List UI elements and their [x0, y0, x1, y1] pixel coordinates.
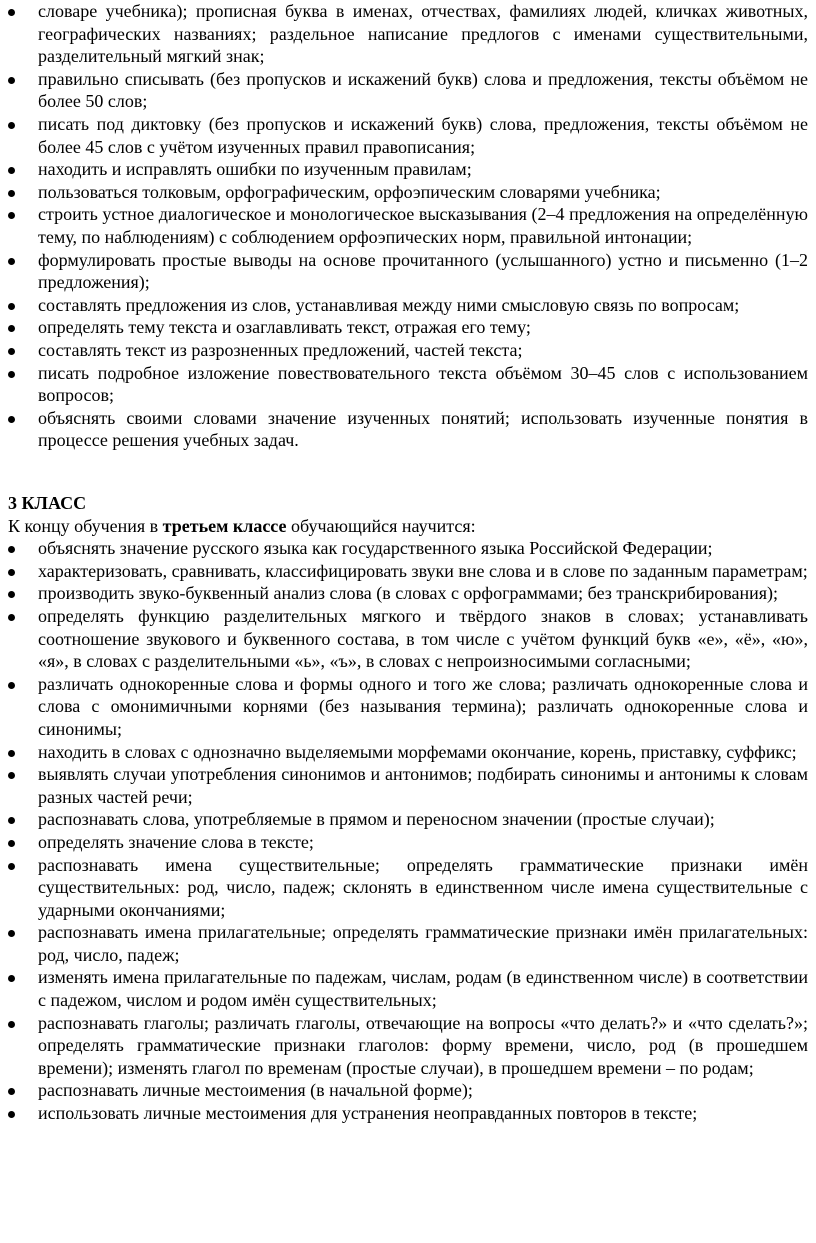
- list-item: [0, 249, 816, 294]
- list-item: [0, 537, 816, 560]
- list-item: [0, 0, 816, 68]
- list-item: [0, 560, 816, 583]
- bullet-icon: [8, 546, 15, 553]
- list-item: [0, 362, 816, 407]
- list-item: [0, 203, 816, 248]
- bullet-icon: [8, 772, 15, 779]
- list-item-text: формулировать простые выводы на основе прочитанного (услышанного) устно и письменно (1–2 предложения);: [38, 249, 808, 293]
- list-item: [0, 407, 816, 452]
- list-item-text: строить устное диалогическое и монологическое высказывания (2–4 предложения на определённую тему, по наблюдениям) с соблюдением орфоэпических норм, правильной интонации;: [38, 204, 808, 247]
- list-item-text: составлять текст из разрозненных предложений, частей текста;: [38, 339, 523, 360]
- list-item-text: использовать личные местоимения для устранения неоправданных повторов в тексте;: [38, 1103, 698, 1124]
- list-item-text: характеризовать, сравнивать, классифицировать звуки вне слова и в слове по заданным параметрам;: [38, 560, 808, 581]
- list-item: [0, 808, 816, 831]
- list-item: [0, 966, 816, 1011]
- bullet-icon: [8, 591, 15, 598]
- list-item: [0, 294, 816, 317]
- list-item-text: распознавать глаголы; различать глаголы, отвечающие на вопросы «что делать?» и «что сделать?»; определять грамматические признаки глаголов: форму времени, число, род (в прошедшем времени); изменять глагол по временам (простые случаи), в прошедшем времени – по родам;: [38, 1012, 808, 1078]
- grade3-section: [0, 492, 816, 1125]
- list-item-text: находить и исправлять ошибки по изученным правилам;: [38, 159, 472, 180]
- list-item-text: распознавать личные местоимения (в начальной форме);: [38, 1080, 473, 1101]
- list-item: [0, 1012, 816, 1080]
- list-item-text: изменять имена прилагательные по падежам, числам, родам (в единственном числе) в соответствии с падежом, числом и родом имён существительных;: [38, 967, 808, 1011]
- bullet-icon: [8, 190, 15, 197]
- list-item-text: определять значение слова в тексте;: [38, 831, 314, 852]
- bullet-icon: [8, 167, 15, 174]
- bullet-icon: [8, 77, 15, 84]
- list-item: [0, 854, 816, 922]
- list-item: [0, 339, 816, 362]
- list-item: [0, 831, 816, 854]
- list-item-text: выявлять случаи употребления синонимов и антонимов; подбирать синонимы и антонимы к словам разных частей речи;: [38, 764, 808, 807]
- list-item: [0, 68, 816, 113]
- list-item: [0, 582, 816, 605]
- list-item: [0, 741, 816, 764]
- list-item: [0, 1079, 816, 1102]
- list-item: [0, 113, 816, 158]
- list-item-text: различать однокоренные слова и формы одного и того же слова; различать однокоренные слова и слова с омонимичными корнями (без называния термина); различать однокоренные слова и синонимы;: [38, 673, 808, 739]
- bullet-icon: [8, 325, 15, 332]
- bullet-icon: [8, 817, 15, 824]
- list-item-text: писать под диктовку (без пропусков и искажений букв) слова, предложения, тексты объёмом не более 45 слов с учётом изученных правил правописания;: [38, 113, 808, 157]
- list-item-text: распознавать имена прилагательные; определять грамматические признаки имён прилагательных: род, число, падеж;: [38, 922, 808, 965]
- list-item-text: производить звуко-буквенный анализ слова (в словах с орфограммами; без транскрибирования);: [38, 583, 779, 604]
- bullet-icon: [8, 840, 15, 847]
- list-item-text: объяснять значение русского языка как государственного языка Российской Федерации;: [38, 538, 713, 559]
- list-item-text: распознавать слова, употребляемые в прямом и переносном значении (простые случаи);: [38, 809, 715, 830]
- list-item-text: писать подробное изложение повествовательного текста объёмом 30–45 слов с использованием вопросов;: [38, 362, 808, 406]
- list-item-text: находить в словах с однозначно выделяемыми морфемами окончание, корень, приставку, суффикс;: [38, 741, 797, 762]
- list-item-text: правильно списывать (без пропусков и искажений букв) слова и предложения, тексты объёмом не более 50 слов;: [38, 68, 808, 112]
- bullet-icon: [8, 569, 15, 576]
- bullet-icon: [8, 1088, 15, 1095]
- bullet-icon: [8, 303, 15, 310]
- intro-text-start: К концу обучения в: [8, 515, 163, 536]
- list-item: [0, 1102, 816, 1125]
- intro-text-end: обучающийся научится:: [286, 515, 476, 536]
- bullet-icon: [8, 614, 15, 621]
- bullet-icon: [8, 1111, 15, 1118]
- bullet-icon: [8, 930, 15, 937]
- bullet-icon: [8, 258, 15, 265]
- bullet-icon: [8, 348, 15, 355]
- list-item: [0, 316, 816, 339]
- list-item: [0, 181, 816, 204]
- section-intro: [0, 515, 816, 538]
- list-item: [0, 605, 816, 673]
- bullet-icon: [8, 416, 15, 423]
- bullet-icon: [8, 122, 15, 129]
- list-item-text: объяснять своими словами значение изученных понятий; использовать изученные понятия в процессе решения учебных задач.: [38, 407, 808, 451]
- bullet-icon: [8, 682, 15, 689]
- skills-list-grade2: [0, 0, 816, 452]
- list-item: [0, 158, 816, 181]
- bullet-icon: [8, 1021, 15, 1028]
- bullet-icon: [8, 863, 15, 870]
- list-item-text: составлять предложения из слов, устанавливая между ними смысловую связь по вопросам;: [38, 294, 740, 315]
- list-item-text: распознавать имена существительные; определять грамматические признаки имён существительных: род, число, падеж; склонять в единственном числе имена существительные с ударными окончаниями;: [38, 854, 808, 920]
- skills-list-grade3: [0, 537, 816, 1124]
- bullet-icon: [8, 212, 15, 219]
- list-item-text: словаре учебника); прописная буква в именах, отчествах, фамилиях людей, кличках животных, географических названиях; раздельное написание предлогов с именами существительными, разделительный мягкий знак;: [38, 1, 808, 67]
- intro-text-bold: третьем классе: [162, 515, 287, 536]
- list-item: [0, 921, 816, 966]
- list-item-text: пользоваться толковым, орфографическим, орфоэпическим словарями учебника;: [38, 181, 661, 202]
- list-item: [0, 763, 816, 808]
- bullet-icon: [8, 750, 15, 757]
- bullet-icon: [8, 975, 15, 982]
- bullet-icon: [8, 9, 15, 16]
- list-item-text: определять тему текста и озаглавливать текст, отражая его тему;: [38, 317, 531, 338]
- bullet-icon: [8, 371, 15, 378]
- list-item-text: определять функцию разделительных мягкого и твёрдого знаков в словах; устанавливать соотношение звукового и буквенного состава, в том числе с учётом функций букв «е», «ё», «ю», «я», в словах с разделительными «ь», «ъ», в словах с непроизносимыми согласными;: [38, 605, 808, 672]
- list-item: [0, 673, 816, 741]
- section-heading: 3 КЛАСС: [8, 493, 87, 513]
